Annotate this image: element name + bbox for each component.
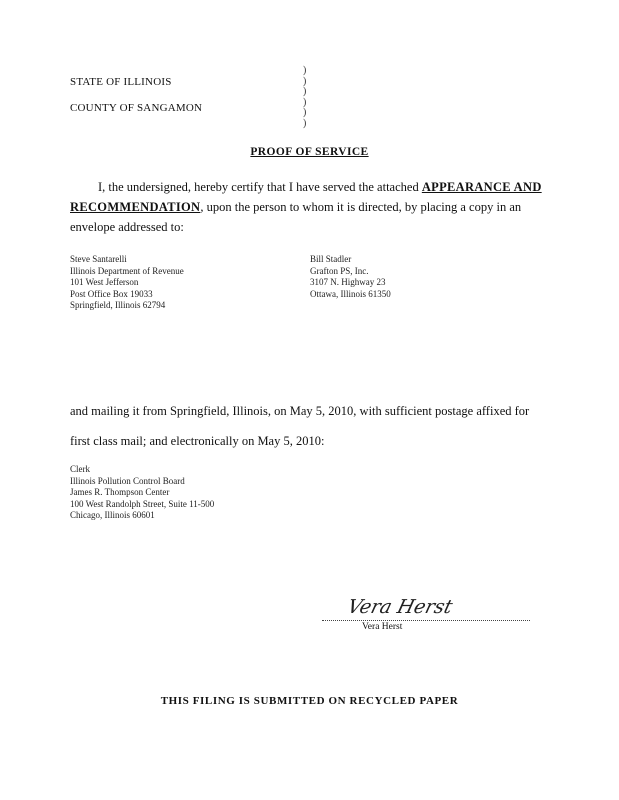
address-line: 101 West Jefferson bbox=[70, 277, 139, 287]
recycled-paper-notice: THIS FILING IS SUBMITTED ON RECYCLED PAPER bbox=[160, 695, 459, 707]
address-line: Post Office Box 19033 bbox=[70, 288, 153, 299]
address-line: James R. Thompson Center bbox=[70, 487, 170, 497]
address-line: Illinois Department of Revenue bbox=[70, 265, 184, 276]
document-name-part-2: RECOMMENDATION bbox=[70, 200, 201, 214]
address-line: Grafton PS, Inc. bbox=[310, 265, 369, 276]
document-title: PROOF OF SERVICE bbox=[250, 146, 369, 158]
certify-text-2: , upon the person to whom it is directed, by placing a copy in an bbox=[200, 200, 522, 214]
electronic-addressee-block bbox=[70, 464, 214, 522]
mailing-line-2: first class mail; and electronically on May 5, 2010: bbox=[70, 434, 325, 448]
address-line: 100 West Randolph Street, Suite 11-500 bbox=[70, 498, 215, 509]
caption-parentheses: ) ) ) ) ) ) bbox=[303, 65, 307, 129]
certify-line-1 bbox=[98, 180, 542, 195]
address-line: Clerk bbox=[70, 464, 90, 474]
address-line: Illinois Pollution Control Board bbox=[70, 475, 185, 486]
addressee-block-2 bbox=[310, 254, 391, 300]
address-line: Ottawa, Illinois 61350 bbox=[310, 288, 391, 299]
certify-line-3: envelope addressed to: bbox=[70, 220, 184, 234]
mailing-line-1: and mailing it from Springfield, Illinois, on May 5, 2010, with sufficient postage affixed for bbox=[70, 404, 530, 418]
signature-line bbox=[322, 620, 530, 621]
handwritten-signature: Vera Herst bbox=[345, 596, 455, 618]
county-caption: COUNTY OF SANGAMON bbox=[70, 102, 203, 114]
address-line: 3107 N. Highway 23 bbox=[310, 277, 386, 287]
address-line: Steve Santarelli bbox=[70, 254, 127, 264]
address-line: Bill Stadler bbox=[310, 254, 352, 264]
address-line: Springfield, Illinois 62794 bbox=[70, 300, 166, 310]
document-name-part-1: APPEARANCE AND bbox=[421, 180, 542, 194]
certify-line-2 bbox=[70, 200, 521, 215]
address-line: Chicago, Illinois 60601 bbox=[70, 510, 155, 520]
certify-text: I, the undersigned, hereby certify that I have served the attached bbox=[98, 180, 419, 194]
signatory-name: Vera Herst bbox=[362, 622, 403, 632]
state-caption: STATE OF ILLINOIS bbox=[70, 76, 172, 88]
addressee-block-1 bbox=[70, 254, 184, 312]
